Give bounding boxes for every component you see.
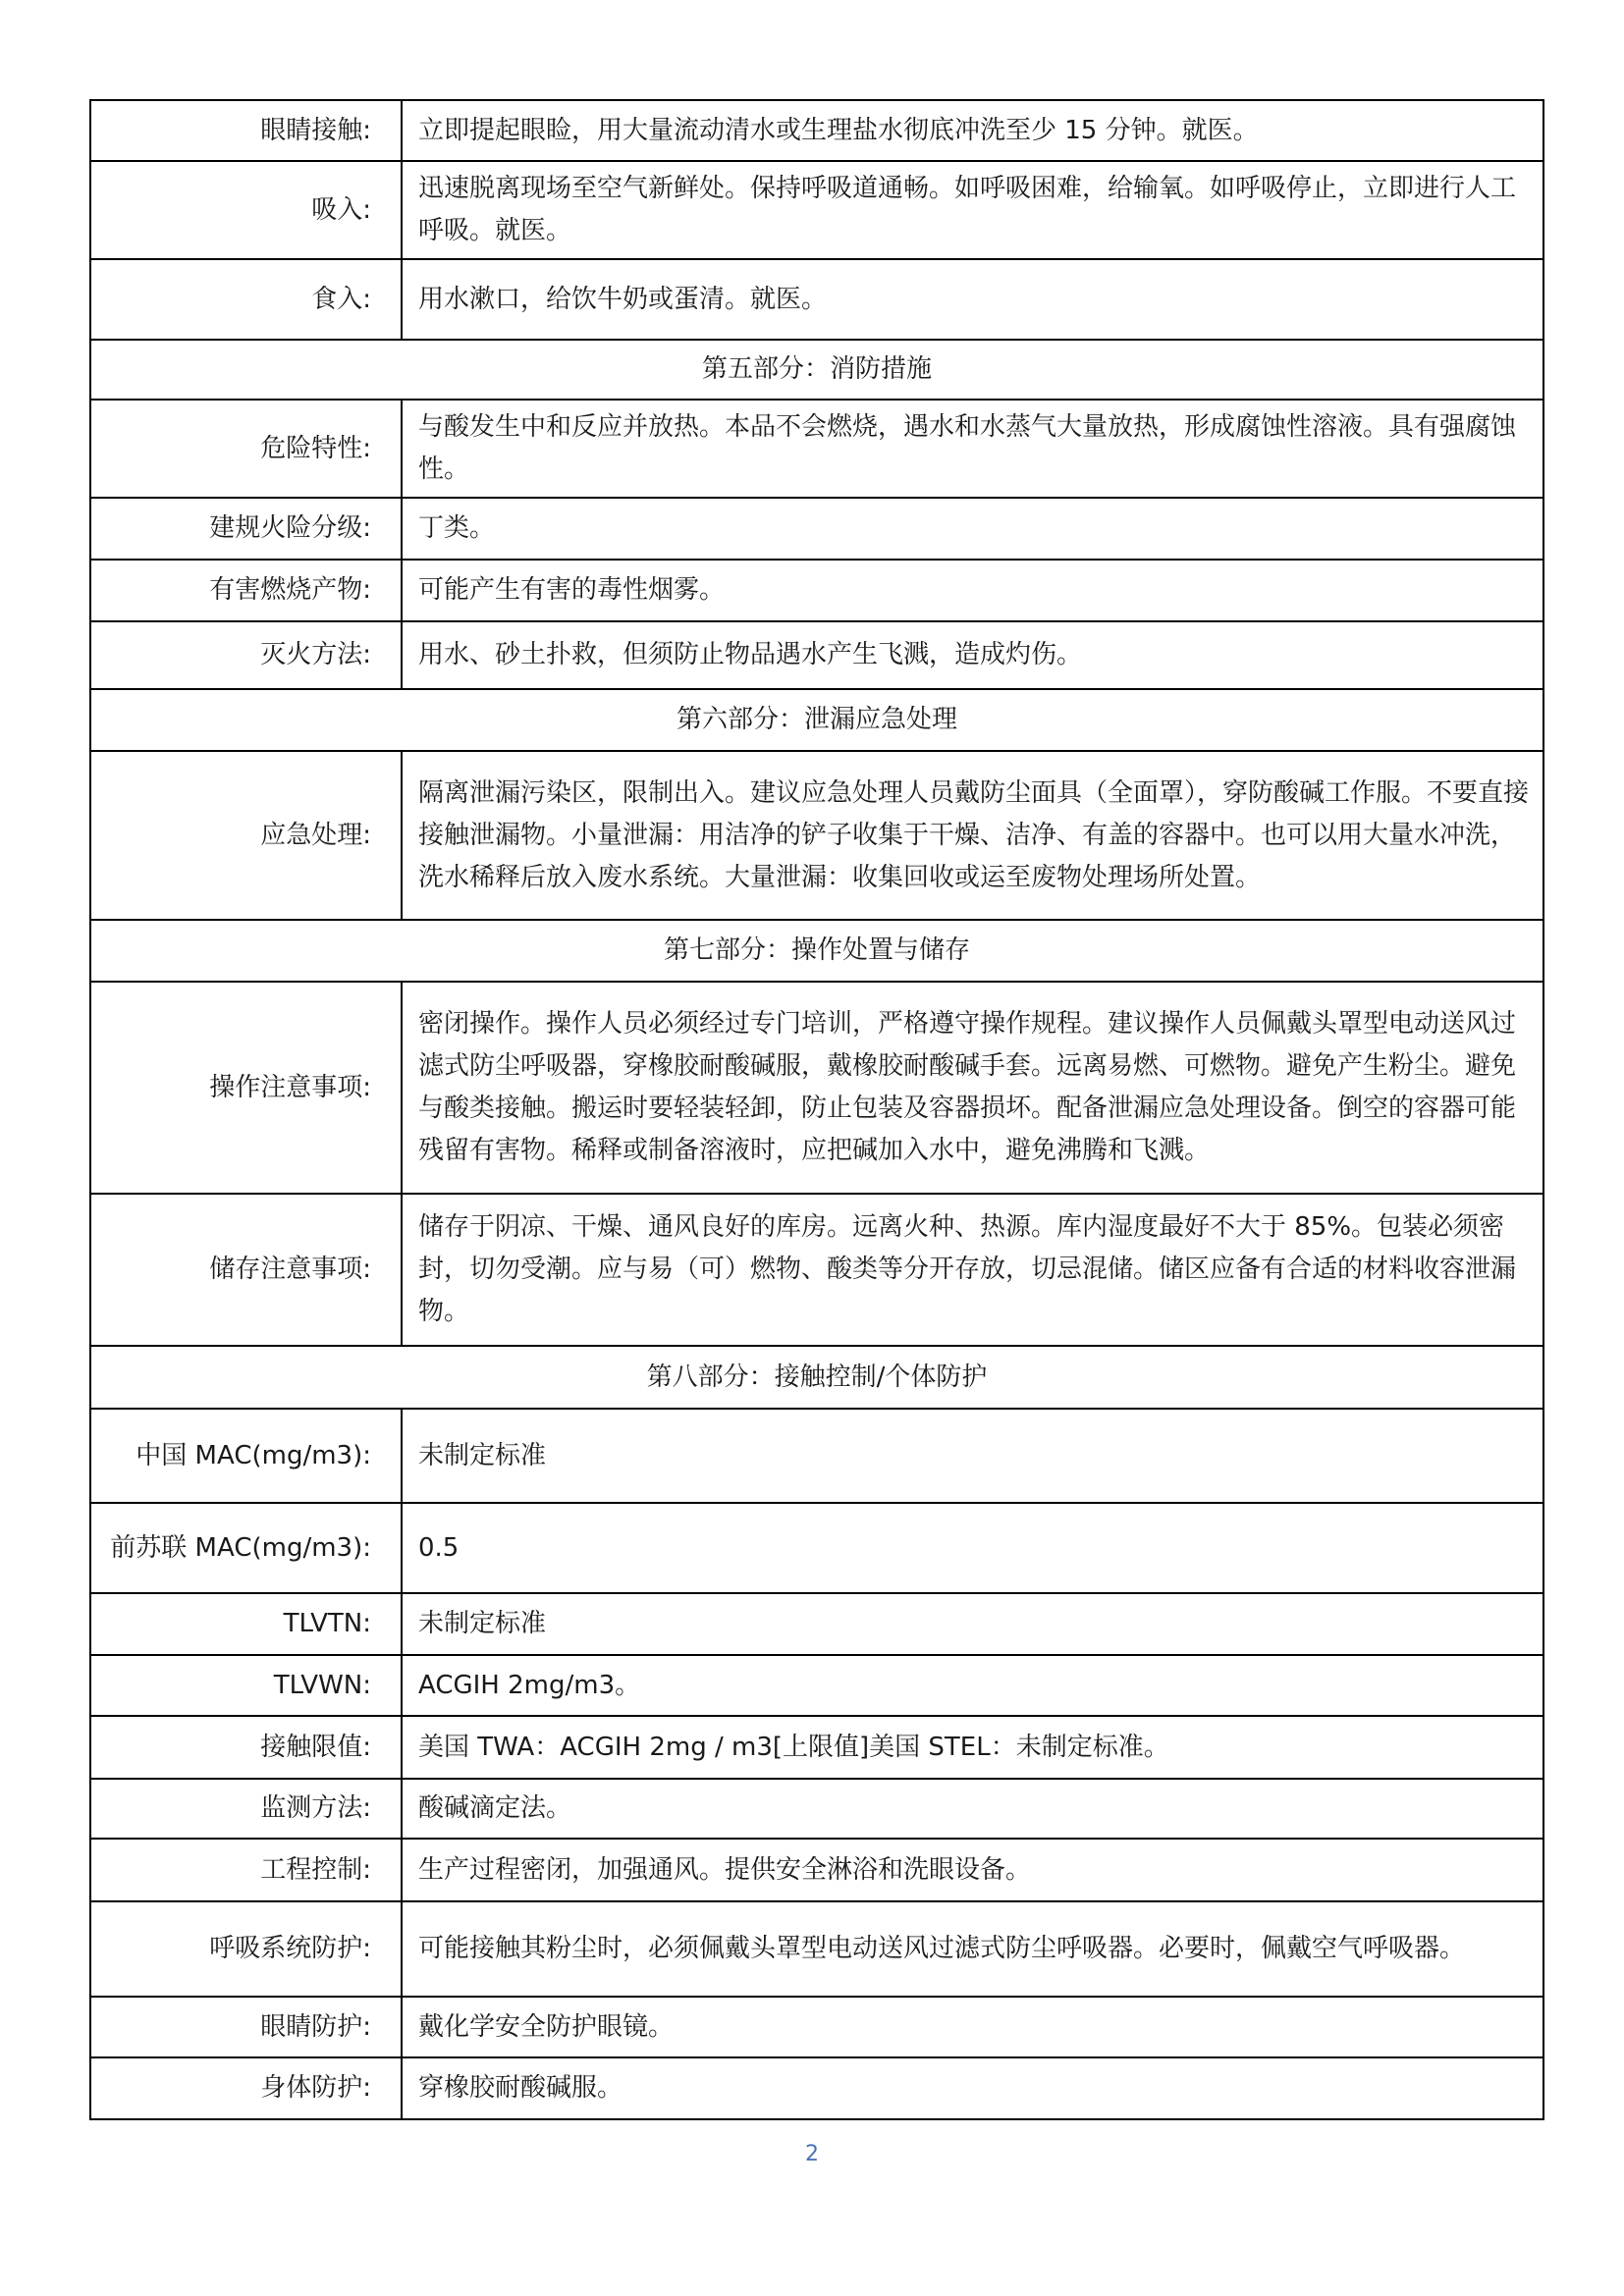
row-value: 穿橡胶耐酸碱服。 [402, 2057, 1543, 2119]
row-value: 用水、砂土扑救，但须防止物品遇水产生飞溅，造成灼伤。 [402, 621, 1543, 689]
section-heading: 第六部分：泄漏应急处理 [90, 689, 1543, 751]
row-label: 呼吸系统防护: [90, 1901, 402, 1997]
row-label: 危险特性: [90, 400, 402, 498]
row-label: 中国 MAC(mg/m3): [90, 1409, 402, 1503]
row-label: 接触限值: [90, 1716, 402, 1779]
row-value: ACGIH 2mg/m3。 [402, 1655, 1543, 1716]
row-label: 有害燃烧产物: [90, 560, 402, 621]
table-row [90, 982, 1543, 1194]
row-label: 前苏联 MAC(mg/m3): [90, 1503, 402, 1593]
table-row [90, 1194, 1543, 1346]
row-value: 丁类。 [402, 498, 1543, 560]
row-value: 迅速脱离现场至空气新鲜处。保持呼吸道通畅。如呼吸困难，给输氧。如呼吸停止，立即进行人工呼吸。就医。 [402, 161, 1543, 259]
table-row [90, 1839, 1543, 1901]
table-row [90, 621, 1543, 689]
row-value: 可能接触其粉尘时，必须佩戴头罩型电动送风过滤式防尘呼吸器。必要时，佩戴空气呼吸器。 [402, 1901, 1543, 1997]
row-label: 操作注意事项: [90, 982, 402, 1194]
row-label: 眼睛防护: [90, 1997, 402, 2057]
table-row [90, 498, 1543, 560]
table-row [90, 1409, 1543, 1503]
section-heading: 第五部分：消防措施 [90, 340, 1543, 400]
row-value: 生产过程密闭，加强通风。提供安全淋浴和洗眼设备。 [402, 1839, 1543, 1901]
row-value: 隔离泄漏污染区，限制出入。建议应急处理人员戴防尘面具（全面罩），穿防酸碱工作服。不要直接接触泄漏物。小量泄漏：用洁净的铲子收集于干燥、洁净、有盖的容器中。也可以用大量水冲洗，洗水稀释后放入废水系统。大量泄漏：收集回收或运至废物处理场所处置。 [402, 751, 1543, 920]
row-label: 灭火方法: [90, 621, 402, 689]
row-value: 酸碱滴定法。 [402, 1779, 1543, 1839]
row-label: 应急处理: [90, 751, 402, 920]
row-value: 与酸发生中和反应并放热。本品不会燃烧，遇水和水蒸气大量放热，形成腐蚀性溶液。具有强腐蚀性。 [402, 400, 1543, 498]
row-value: 密闭操作。操作人员必须经过专门培训，严格遵守操作规程。建议操作人员佩戴头罩型电动送风过滤式防尘呼吸器，穿橡胶耐酸碱服，戴橡胶耐酸碱手套。远离易燃、可燃物。避免产生粉尘。避免与酸类接触。搬运时要轻装轻卸，防止包装及容器损坏。配备泄漏应急处理设备。倒空的容器可能残留有害物。稀释或制备溶液时，应把碱加入水中，避免沸腾和飞溅。 [402, 982, 1543, 1194]
row-value: 储存于阴凉、干燥、通风良好的库房。远离火种、热源。库内湿度最好不大于 85%。包装必须密封，切勿受潮。应与易（可）燃物、酸类等分开存放，切忌混储。储区应备有合适的材料收容泄漏物。 [402, 1194, 1543, 1346]
section-header-row [90, 340, 1543, 400]
section-header-row [90, 689, 1543, 751]
row-label: 储存注意事项: [90, 1194, 402, 1346]
page-number: 2 [805, 2142, 819, 2166]
row-label: 吸入: [90, 161, 402, 259]
row-value: 戴化学安全防护眼镜。 [402, 1997, 1543, 2057]
row-label: 工程控制: [90, 1839, 402, 1901]
row-label: 眼睛接触: [90, 100, 402, 161]
table-row [90, 1593, 1543, 1655]
table-row [90, 161, 1543, 259]
row-value: 用水漱口，给饮牛奶或蛋清。就医。 [402, 259, 1543, 340]
table-row [90, 560, 1543, 621]
row-label: 建规火险分级: [90, 498, 402, 560]
table-row [90, 1503, 1543, 1593]
table-row [90, 259, 1543, 340]
section-heading: 第八部分：接触控制/个体防护 [90, 1346, 1543, 1409]
row-label: 身体防护: [90, 2057, 402, 2119]
row-value: 立即提起眼睑，用大量流动清水或生理盐水彻底冲洗至少 15 分钟。就医。 [402, 100, 1543, 161]
row-value: 未制定标准 [402, 1593, 1543, 1655]
row-label: TLVTN: [90, 1593, 402, 1655]
table-row [90, 2057, 1543, 2119]
table-row [90, 1901, 1543, 1997]
section-heading: 第七部分：操作处置与储存 [90, 920, 1543, 982]
row-value: 美国 TWA：ACGIH 2mg / m3[上限值]美国 STEL：未制定标准。 [402, 1716, 1543, 1779]
table-row [90, 1997, 1543, 2057]
section-header-row [90, 1346, 1543, 1409]
row-value: 未制定标准 [402, 1409, 1543, 1503]
safety-data-table [89, 99, 1544, 2120]
table-row [90, 100, 1543, 161]
table-row [90, 751, 1543, 920]
row-value: 0.5 [402, 1503, 1543, 1593]
row-label: 食入: [90, 259, 402, 340]
row-label: TLVWN: [90, 1655, 402, 1716]
table-row [90, 1655, 1543, 1716]
row-value: 可能产生有害的毒性烟雾。 [402, 560, 1543, 621]
section-header-row [90, 920, 1543, 982]
row-label: 监测方法: [90, 1779, 402, 1839]
table-row [90, 1716, 1543, 1779]
table-row [90, 1779, 1543, 1839]
table-row [90, 400, 1543, 498]
